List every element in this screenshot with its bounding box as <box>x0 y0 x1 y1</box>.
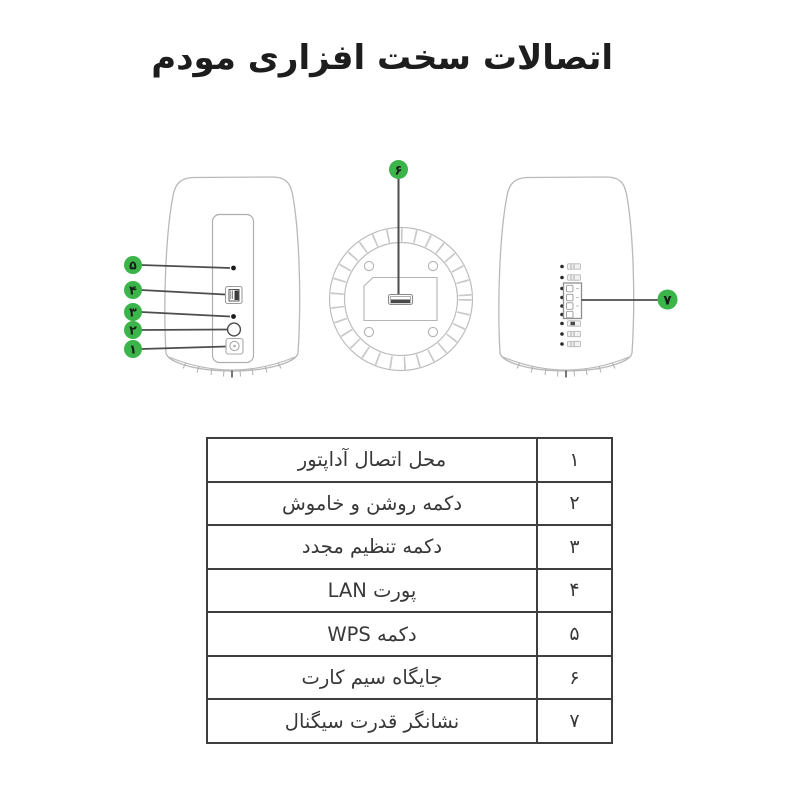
row-number: ۷ <box>537 699 612 743</box>
badge-3-reset <box>124 303 142 321</box>
table-row <box>207 525 612 569</box>
row-number: ۵ <box>537 612 612 656</box>
modem-body-outline <box>499 177 634 371</box>
badge-4-label: ۴ <box>129 282 137 298</box>
row-label: دکمه تنظیم مجدد <box>207 525 537 569</box>
badge-1-adapter <box>124 340 142 358</box>
table-row <box>207 438 612 482</box>
lan-port <box>226 287 243 304</box>
row-label: دکمه WPS <box>207 612 537 656</box>
table-row <box>207 656 612 700</box>
row-number: ۱ <box>537 438 612 482</box>
badge-6-label: ۶ <box>394 163 403 179</box>
row-number: ۶ <box>537 656 612 700</box>
table-row <box>207 612 612 656</box>
modem-front-view <box>499 177 678 378</box>
badge-5-label: ۵ <box>129 257 137 273</box>
table-row <box>207 699 612 743</box>
badge-3-label: ۳ <box>129 304 137 320</box>
row-label: پورت LAN <box>207 569 537 613</box>
power-adapter-jack <box>226 339 243 355</box>
badge-4-lan <box>124 281 142 299</box>
wps-button-dot <box>231 266 236 271</box>
row-number: ۳ <box>537 525 612 569</box>
row-label: نشانگر قدرت سیگنال <box>207 699 537 743</box>
row-label: محل اتصال آداپتور <box>207 438 537 482</box>
badge-6-sim <box>389 160 408 179</box>
modem-back-view <box>124 177 300 378</box>
row-label: دکمه روشن و خاموش <box>207 482 537 526</box>
legend-table-container <box>206 437 613 744</box>
row-number: ۲ <box>537 482 612 526</box>
sim-card-slot <box>389 295 413 305</box>
legend-table <box>206 437 613 744</box>
badge-2-power <box>124 321 142 339</box>
reset-button-dot <box>231 314 236 319</box>
power-button <box>228 323 241 336</box>
badge-2-label: ۲ <box>129 322 137 338</box>
modem-bottom-view <box>330 160 473 371</box>
row-label: جایگاه سیم کارت <box>207 656 537 700</box>
table-row <box>207 569 612 613</box>
badge-7-signal <box>658 290 678 310</box>
badge-5-wps <box>124 256 142 274</box>
row-number: ۴ <box>537 569 612 613</box>
badge-7-label: ۷ <box>663 292 672 309</box>
badge-1-label: ۱ <box>129 341 137 357</box>
page-title: اتصالات سخت افزاری مودم <box>151 38 613 78</box>
table-row <box>207 482 612 526</box>
